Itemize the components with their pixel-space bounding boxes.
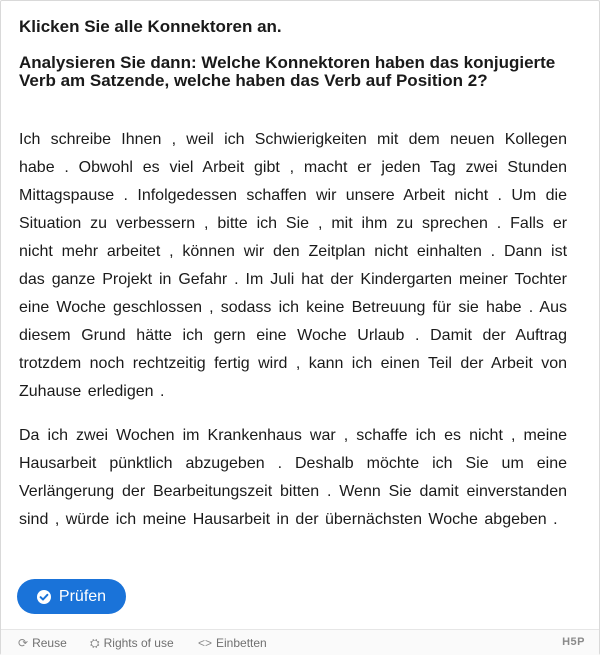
selectable-word[interactable]: Sie	[388, 483, 412, 500]
selectable-word[interactable]: schaffe	[356, 427, 408, 444]
selectable-word[interactable]: Woche	[428, 511, 478, 528]
selectable-word[interactable]: ,	[204, 215, 209, 232]
selectable-word[interactable]: Ihnen	[121, 131, 162, 148]
selectable-word[interactable]: eine	[19, 299, 50, 316]
selectable-word[interactable]: hätte	[136, 327, 172, 344]
selectable-word[interactable]: wir	[243, 243, 265, 260]
selectable-word[interactable]: Aus	[539, 299, 567, 316]
rights-of-use-label: Rights of use	[103, 636, 174, 650]
selectable-word[interactable]: in	[158, 271, 172, 288]
selectable-word[interactable]: abgeben	[484, 511, 547, 528]
selectable-word[interactable]: Dann	[503, 243, 543, 260]
selectable-word[interactable]: fertig	[214, 355, 250, 372]
selectable-word[interactable]: Infolgedessen	[137, 187, 238, 204]
selectable-word[interactable]: ganze	[51, 271, 96, 288]
selectable-word[interactable]: ich	[224, 131, 245, 148]
selectable-word[interactable]: erledigen	[87, 383, 154, 400]
selectable-word[interactable]: mehr	[61, 243, 99, 260]
selectable-word[interactable]: er	[357, 159, 372, 176]
selectable-word[interactable]: trotzdem	[19, 355, 82, 372]
selectable-word[interactable]: ich	[351, 355, 373, 372]
selectable-word[interactable]: einverstanden	[466, 483, 567, 500]
selectable-word[interactable]: die	[545, 187, 567, 204]
selectable-word[interactable]: zwei	[465, 159, 498, 176]
selectable-word[interactable]: ich	[115, 511, 137, 528]
rights-of-use-link[interactable]	[90, 636, 174, 650]
reuse-link[interactable]	[18, 636, 67, 650]
selectable-word[interactable]: ,	[289, 159, 295, 176]
selectable-word[interactable]: ich	[415, 427, 437, 444]
selectable-word[interactable]: .	[234, 271, 239, 288]
check-button[interactable]	[17, 579, 126, 614]
selectable-word[interactable]: Schwierigkeiten	[254, 131, 367, 148]
selectable-word[interactable]: nicht	[374, 243, 409, 260]
text-paragraph-2	[19, 422, 567, 534]
selectable-word[interactable]: Projekt	[102, 271, 153, 288]
selectable-word[interactable]: ich	[182, 327, 203, 344]
selectable-word[interactable]: unsere	[345, 187, 395, 204]
selectable-word[interactable]: hat	[301, 271, 324, 288]
selectable-word[interactable]: einen	[380, 355, 420, 372]
selectable-word[interactable]: Arbeit	[403, 187, 445, 204]
selectable-word[interactable]: in	[276, 511, 289, 528]
selectable-word[interactable]: der	[460, 355, 484, 372]
selectable-word[interactable]: eine	[256, 327, 287, 344]
selectable-word[interactable]: .	[497, 187, 502, 204]
selectable-word[interactable]: rechtzeitig	[132, 355, 206, 372]
selectable-word[interactable]: Um	[511, 187, 537, 204]
selectable-word[interactable]: Krankenhaus	[207, 427, 302, 444]
selectable-word[interactable]: weil	[186, 131, 214, 148]
selectable-word[interactable]: von	[541, 355, 568, 372]
selectable-word[interactable]: Gefahr	[178, 271, 228, 288]
selectable-word[interactable]: meine	[142, 511, 187, 528]
selectable-word[interactable]: ihm	[361, 215, 388, 232]
selectable-word[interactable]: ich	[256, 215, 278, 232]
reuse-label: Reuse	[32, 636, 67, 650]
selectable-word[interactable]: verbessern	[115, 215, 196, 232]
task-question: Analysieren Sie dann: Welche Konnektoren haben das konjugierte Verb am Satzende, welche haben das Verb auf Position 2?	[19, 53, 556, 90]
selectable-word[interactable]: Stunden	[507, 159, 568, 176]
selectable-word[interactable]: .	[490, 243, 496, 260]
selectable-word[interactable]: ich	[47, 427, 68, 444]
selectable-word[interactable]: übernächsten	[325, 511, 422, 528]
selectable-word[interactable]: Tochter	[514, 271, 567, 288]
selectable-word[interactable]: Auftrag	[515, 327, 567, 344]
selectable-word[interactable]: im	[182, 427, 200, 444]
selectable-word[interactable]: es	[142, 159, 160, 176]
selectable-word[interactable]: Woche	[56, 299, 106, 316]
selectable-word[interactable]: sie	[458, 299, 479, 316]
check-circle-icon	[37, 590, 51, 604]
selectable-word[interactable]: Mittagspause	[19, 187, 115, 204]
selectable-word[interactable]: können	[182, 243, 235, 260]
embed-label: Einbetten	[216, 636, 267, 650]
selectable-word[interactable]: nicht	[469, 427, 503, 444]
selectable-word[interactable]: Zuhause	[19, 383, 82, 400]
selectable-word[interactable]: Arbeit	[202, 159, 245, 176]
selectable-word[interactable]: jeden	[381, 159, 421, 176]
selectable-word[interactable]: ich	[432, 455, 453, 472]
selectable-word[interactable]: bitte	[217, 215, 248, 232]
selectable-word[interactable]: Wenn	[339, 483, 381, 500]
selectable-word[interactable]: eine	[536, 455, 567, 472]
selectable-word[interactable]: Zeitplan	[308, 243, 366, 260]
selectable-word[interactable]: macht	[303, 159, 348, 176]
selectable-word[interactable]: ,	[343, 427, 349, 444]
selectable-word[interactable]: .	[160, 383, 165, 400]
selectable-word[interactable]: Bearbeitungszeit	[152, 483, 273, 500]
selectable-word[interactable]: schaffen	[246, 187, 307, 204]
selectable-word[interactable]: nicht	[19, 243, 53, 260]
selectable-word[interactable]: .	[326, 483, 332, 500]
selectable-word[interactable]: Obwohl	[78, 159, 133, 176]
selectable-word[interactable]: Verlängerung	[19, 483, 115, 500]
selectable-word[interactable]: zwei	[76, 427, 109, 444]
selectable-word[interactable]: damit	[419, 483, 459, 500]
selectable-word[interactable]: gibt	[254, 159, 280, 176]
selectable-word[interactable]: Teil	[427, 355, 452, 372]
footer-bar	[1, 629, 599, 655]
selectable-word[interactable]: Da	[19, 427, 40, 444]
selectable-word[interactable]: ,	[54, 511, 60, 528]
selectable-word[interactable]: Ich	[19, 131, 41, 148]
selectable-word[interactable]: der	[122, 483, 146, 500]
selectable-word[interactable]: Damit	[430, 327, 472, 344]
selectable-word[interactable]: Juli	[270, 271, 295, 288]
selectable-word[interactable]: Betreuung	[351, 299, 426, 316]
selectable-word[interactable]: möchte	[366, 455, 420, 472]
selectable-word[interactable]: Hausarbeit	[19, 455, 97, 472]
selectable-word[interactable]: den	[272, 243, 300, 260]
selectable-word[interactable]: Hausarbeit	[192, 511, 271, 528]
selectable-word[interactable]: einhalten	[416, 243, 482, 260]
selectable-word[interactable]: Deshalb	[294, 455, 354, 472]
selectable-word[interactable]: Urlaub	[357, 327, 405, 344]
selectable-word[interactable]: würde	[65, 511, 110, 528]
selectable-word[interactable]: dem	[408, 131, 440, 148]
selectable-word[interactable]: schreibe	[50, 131, 112, 148]
selectable-word[interactable]: .	[123, 187, 128, 204]
h5p-logo: H5P	[562, 636, 585, 648]
code-icon: <>	[198, 636, 213, 650]
selectable-word[interactable]: gern	[213, 327, 246, 344]
selectable-word[interactable]: Im	[245, 271, 264, 288]
selectable-word[interactable]: Situation	[19, 215, 82, 232]
selectable-word[interactable]: wir	[315, 187, 337, 204]
selectable-word[interactable]: ist	[551, 243, 568, 260]
selectable-word[interactable]: mit	[377, 131, 399, 148]
selectable-word[interactable]: ,	[171, 131, 177, 148]
selectable-word[interactable]: meine	[523, 427, 568, 444]
selectable-word[interactable]: zu	[90, 215, 108, 232]
selectable-word[interactable]: ,	[209, 299, 214, 316]
selectable-word[interactable]: diesem	[19, 327, 71, 344]
selectable-word[interactable]: .	[528, 299, 534, 316]
selectable-word[interactable]: ,	[169, 243, 174, 260]
selectable-word[interactable]: Kindergarten	[360, 271, 453, 288]
selectable-word[interactable]: Sie	[285, 215, 310, 232]
selectable-word[interactable]: Arbeit	[491, 355, 533, 372]
selectable-word[interactable]: arbeitet	[106, 243, 161, 260]
selectable-word[interactable]: es	[444, 427, 462, 444]
selectable-word[interactable]: sprechen	[422, 215, 488, 232]
selectable-word[interactable]: Sie	[465, 455, 489, 472]
selectable-word[interactable]: neuen	[449, 131, 495, 148]
selectable-word[interactable]: zu	[396, 215, 414, 232]
selectable-word[interactable]: Kollegen	[504, 131, 567, 148]
selectable-word[interactable]: war	[309, 427, 336, 444]
selectable-word[interactable]: noch	[89, 355, 125, 372]
selectable-word[interactable]: ich	[278, 299, 300, 316]
selectable-word[interactable]: geschlossen	[113, 299, 202, 316]
task-title: Klicken Sie alle Konnektoren an.	[19, 17, 282, 36]
selectable-word[interactable]: meiner	[458, 271, 508, 288]
selectable-word[interactable]: um	[501, 455, 524, 472]
selectable-word[interactable]: wird	[258, 355, 288, 372]
selectable-word[interactable]: der	[295, 511, 319, 528]
selectable-word[interactable]: Grund	[81, 327, 126, 344]
selectable-word[interactable]: das	[19, 271, 45, 288]
selectable-word[interactable]: ,	[510, 427, 516, 444]
selectable-word[interactable]: habe	[19, 159, 55, 176]
selectable-word[interactable]: habe	[485, 299, 522, 316]
text-paragraph-1	[19, 126, 567, 406]
selectable-word[interactable]: pünktlich	[109, 455, 173, 472]
selectable-word[interactable]: kann	[308, 355, 344, 372]
selectable-word[interactable]: .	[415, 327, 420, 344]
selectable-word[interactable]: er	[552, 215, 568, 232]
selectable-word[interactable]: bitten	[279, 483, 320, 500]
selectable-word[interactable]: keine	[306, 299, 345, 316]
selectable-word[interactable]: der	[482, 327, 506, 344]
selectable-word[interactable]: ,	[295, 355, 301, 372]
embed-link[interactable]	[198, 636, 267, 650]
selectable-word[interactable]: Falls	[510, 215, 544, 232]
handshake-icon: ⛭	[90, 636, 100, 650]
selectable-word[interactable]: viel	[169, 159, 194, 176]
selectable-word[interactable]: sind	[19, 511, 49, 528]
selectable-word[interactable]: .	[64, 159, 69, 176]
selectable-word[interactable]: Woche	[297, 327, 347, 344]
selectable-word[interactable]: ,	[317, 215, 323, 232]
selectable-word[interactable]: .	[496, 215, 502, 232]
selectable-word[interactable]: Wochen	[116, 427, 175, 444]
selectable-word[interactable]: für	[432, 299, 452, 316]
selectable-word[interactable]: Tag	[429, 159, 456, 176]
check-button-label: Prüfen	[58, 587, 107, 605]
selectable-word[interactable]: der	[330, 271, 354, 288]
selectable-word[interactable]: .	[553, 511, 558, 528]
reuse-icon: ⟳	[18, 636, 29, 650]
selectable-word[interactable]: mit	[331, 215, 353, 232]
selectable-word[interactable]: .	[277, 455, 283, 472]
selectable-word[interactable]: sodass	[220, 299, 272, 316]
selectable-word[interactable]: nicht	[454, 187, 489, 204]
selectable-word[interactable]: abzugeben	[185, 455, 265, 472]
